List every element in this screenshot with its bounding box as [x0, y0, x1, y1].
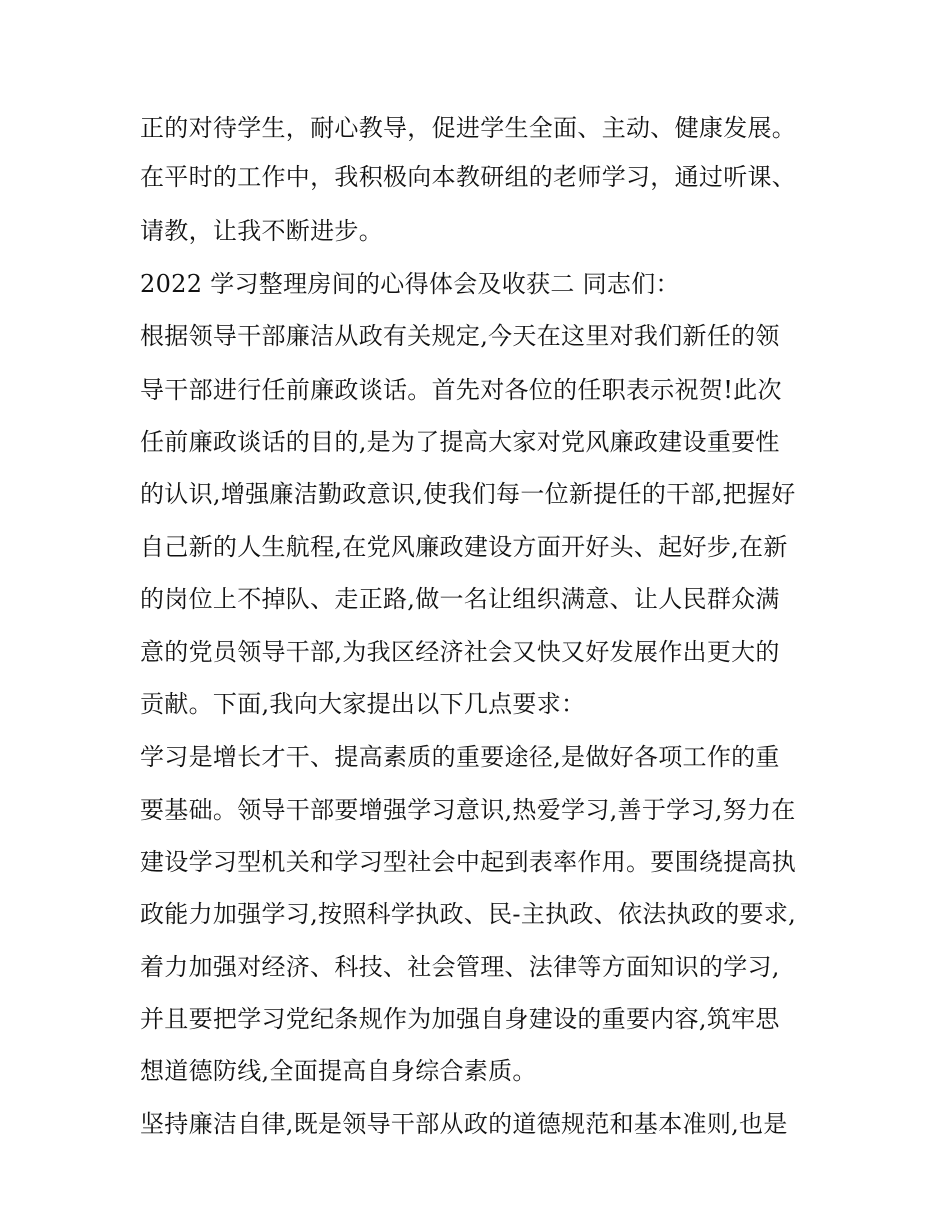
- text-line: 请教，让我不断进步。: [140, 217, 383, 245]
- text-line: 导干部进行任前廉政谈话。首先对各位的任职表示祝贺!此次: [140, 376, 782, 404]
- text-line: 着力加强对经济、科技、社会管理、法律等方面知识的学习,: [140, 953, 780, 981]
- text-line: 的岗位上不掉队、走正路,做一名让组织满意、让人民群众满: [140, 585, 780, 613]
- text-line: 并且要把学习党纪条规作为加强自身建设的重要内容,筑牢思: [140, 1005, 780, 1033]
- text-line: 在平时的工作中，我积极向本教研组的老师学习，通过听课、: [140, 163, 797, 191]
- text-line: 学习是增长才干、提高素质的重要途径,是做好各项工作的重: [140, 743, 780, 771]
- text-line: 自己新的人生航程,在党风廉政建设方面开好头、起好步,在新: [140, 533, 788, 561]
- text-line: 的认识,增强廉洁勤政意识,使我们每一位新提任的干部,把握好: [140, 480, 796, 508]
- text-line: 想道德防线,全面提高自身综合素质。: [140, 1057, 537, 1085]
- text-line: 根据领导干部廉洁从政有关规定,今天在这里对我们新任的领: [140, 322, 780, 350]
- text-line: 建设学习型机关和学习型社会中起到表率作用。要围绕提高执: [140, 848, 797, 876]
- text-line: 坚持廉洁自律,既是领导干部从政的道德规范和基本准则,也是: [140, 1110, 788, 1138]
- text-line: 2022 学习整理房间的心得体会及收获二 同志们：: [140, 270, 680, 298]
- text-line: 正的对待学生，耐心教导，促进学生全面、主动、健康发展。: [140, 114, 797, 142]
- text-line: 贡献。下面,我向大家提出以下几点要求：: [140, 690, 586, 718]
- text-line: 意的党员领导干部,为我区经济社会又快又好发展作出更大的: [140, 638, 780, 666]
- text-line: 要基础。领导干部要增强学习意识,热爱学习,善于学习,努力在: [140, 796, 796, 824]
- text-line: 任前廉政谈话的目的,是为了提高大家对党风廉政建设重要性: [140, 428, 780, 456]
- text-line: 政能力加强学习,按照科学执政、民-主执政、依法执政的要求,: [140, 900, 797, 928]
